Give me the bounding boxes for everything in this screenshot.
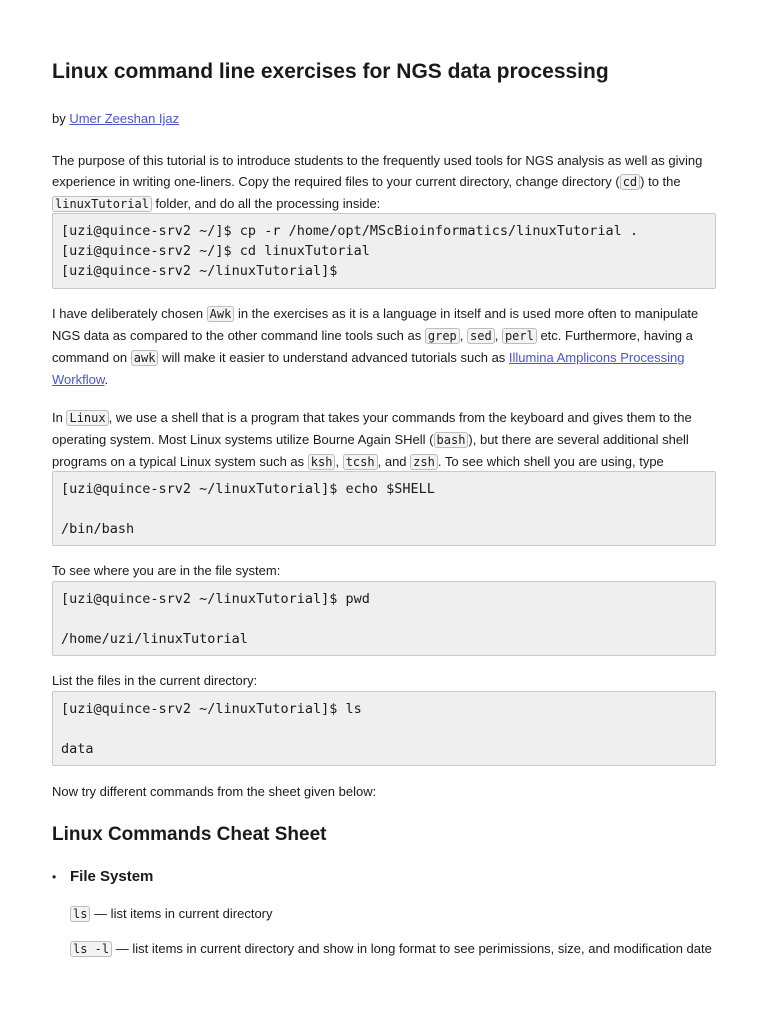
shell-text-3: ), but there are several additional shell programs on a typical Linux system such as <box>52 432 689 469</box>
code-block-ls: [uzi@quince-srv2 ~/linuxTutorial]$ ls data <box>52 691 716 766</box>
command-desc-ls-l: — list items in current directory and show in long format to see perimissions, size, and modification date <box>112 941 712 956</box>
inline-code-tcsh: tcsh <box>343 454 378 470</box>
inline-code-sed: sed <box>467 328 495 344</box>
awk-text-2: in the exercises as it is a language in itself and is used more often to manipulate NGS data as compared to the other command line tools such as <box>52 306 699 343</box>
code-block-copy: [uzi@quince-srv2 ~/]$ cp -r /home/opt/MScBioinformatics/linuxTutorial . [uzi@quince-srv2 ~/]$ cd linuxTutorial [uzi@quince-srv2 ~/linuxTutorial]$ <box>52 213 716 289</box>
shell-text-5: , and <box>377 454 411 469</box>
shell-text-4: , <box>335 454 343 469</box>
list-item-file-system <box>52 867 153 887</box>
inline-code-grep: grep <box>425 328 460 344</box>
awk-text-5: etc. Furthermore, having a command on <box>52 328 693 365</box>
intro-text-2: ) to the <box>640 174 681 189</box>
intro-paragraph <box>52 150 716 215</box>
shell-text-6: . To see which shell you are using, type <box>437 454 664 469</box>
awk-text-7: . <box>104 372 109 387</box>
code-block-echo-shell: [uzi@quince-srv2 ~/linuxTutorial]$ echo $SHELL /bin/bash <box>52 471 716 546</box>
author-link[interactable]: Umer Zeeshan Ijaz <box>69 111 180 126</box>
awk-text-3: , <box>459 328 468 343</box>
byline-prefix: by <box>52 111 70 126</box>
awk-text-4: , <box>494 328 502 343</box>
inline-code-ksh: ksh <box>308 454 336 470</box>
shell-paragraph <box>52 407 716 473</box>
inline-code-linux: Linux <box>66 410 108 426</box>
intro-text-3: folder, and do all the processing inside: <box>151 196 381 211</box>
awk-text-1: I have deliberately chosen <box>52 306 207 321</box>
inline-code-linuxtutorial: linuxTutorial <box>52 196 152 212</box>
cheat-sheet-heading: Linux Commands Cheat Sheet <box>52 824 327 845</box>
try-commands-paragraph: Now try different commands from the sheet given below: <box>52 784 377 799</box>
inline-code-ls-l: ls -l <box>70 941 112 957</box>
awk-text-6: will make it easier to understand advanced tutorials such as <box>158 350 509 365</box>
command-desc-ls: — list items in current directory <box>90 906 273 921</box>
command-item-ls-l <box>70 938 716 960</box>
shell-text-2: , we use a shell that is a program that takes your commands from the keyboard and gives them to the operating system. Most Linux systems utilize Bourne Again SHell ( <box>52 410 692 447</box>
pwd-paragraph: To see where you are in the file system: <box>52 563 281 578</box>
inline-code-bash: bash <box>434 432 469 448</box>
inline-code-perl: perl <box>502 328 537 344</box>
inline-code-zsh: zsh <box>410 454 438 470</box>
awk-paragraph <box>52 303 716 390</box>
command-item-ls <box>70 903 716 925</box>
byline <box>52 111 179 126</box>
inline-code-cd: cd <box>620 174 640 190</box>
shell-text-1: In <box>52 410 67 425</box>
bullet-icon: • <box>52 870 57 884</box>
section-label: File System <box>70 868 154 885</box>
intro-text-1: The purpose of this tutorial is to introduce students to the frequently used tools for NGS analysis as well as giving experience in writing one-liners. Copy the required files to your current directory, change directory ( <box>52 153 703 189</box>
page-title: Linux command line exercises for NGS data processing <box>52 60 609 83</box>
inline-code-ls: ls <box>70 906 90 922</box>
code-block-pwd: [uzi@quince-srv2 ~/linuxTutorial]$ pwd /home/uzi/linuxTutorial <box>52 581 716 656</box>
illumina-workflow-link[interactable]: Illumina Amplicons Processing Workflow <box>52 350 685 387</box>
ls-paragraph: List the files in the current directory: <box>52 673 258 688</box>
inline-code-awk-lower: awk <box>131 350 159 366</box>
inline-code-awk: Awk <box>207 306 235 322</box>
